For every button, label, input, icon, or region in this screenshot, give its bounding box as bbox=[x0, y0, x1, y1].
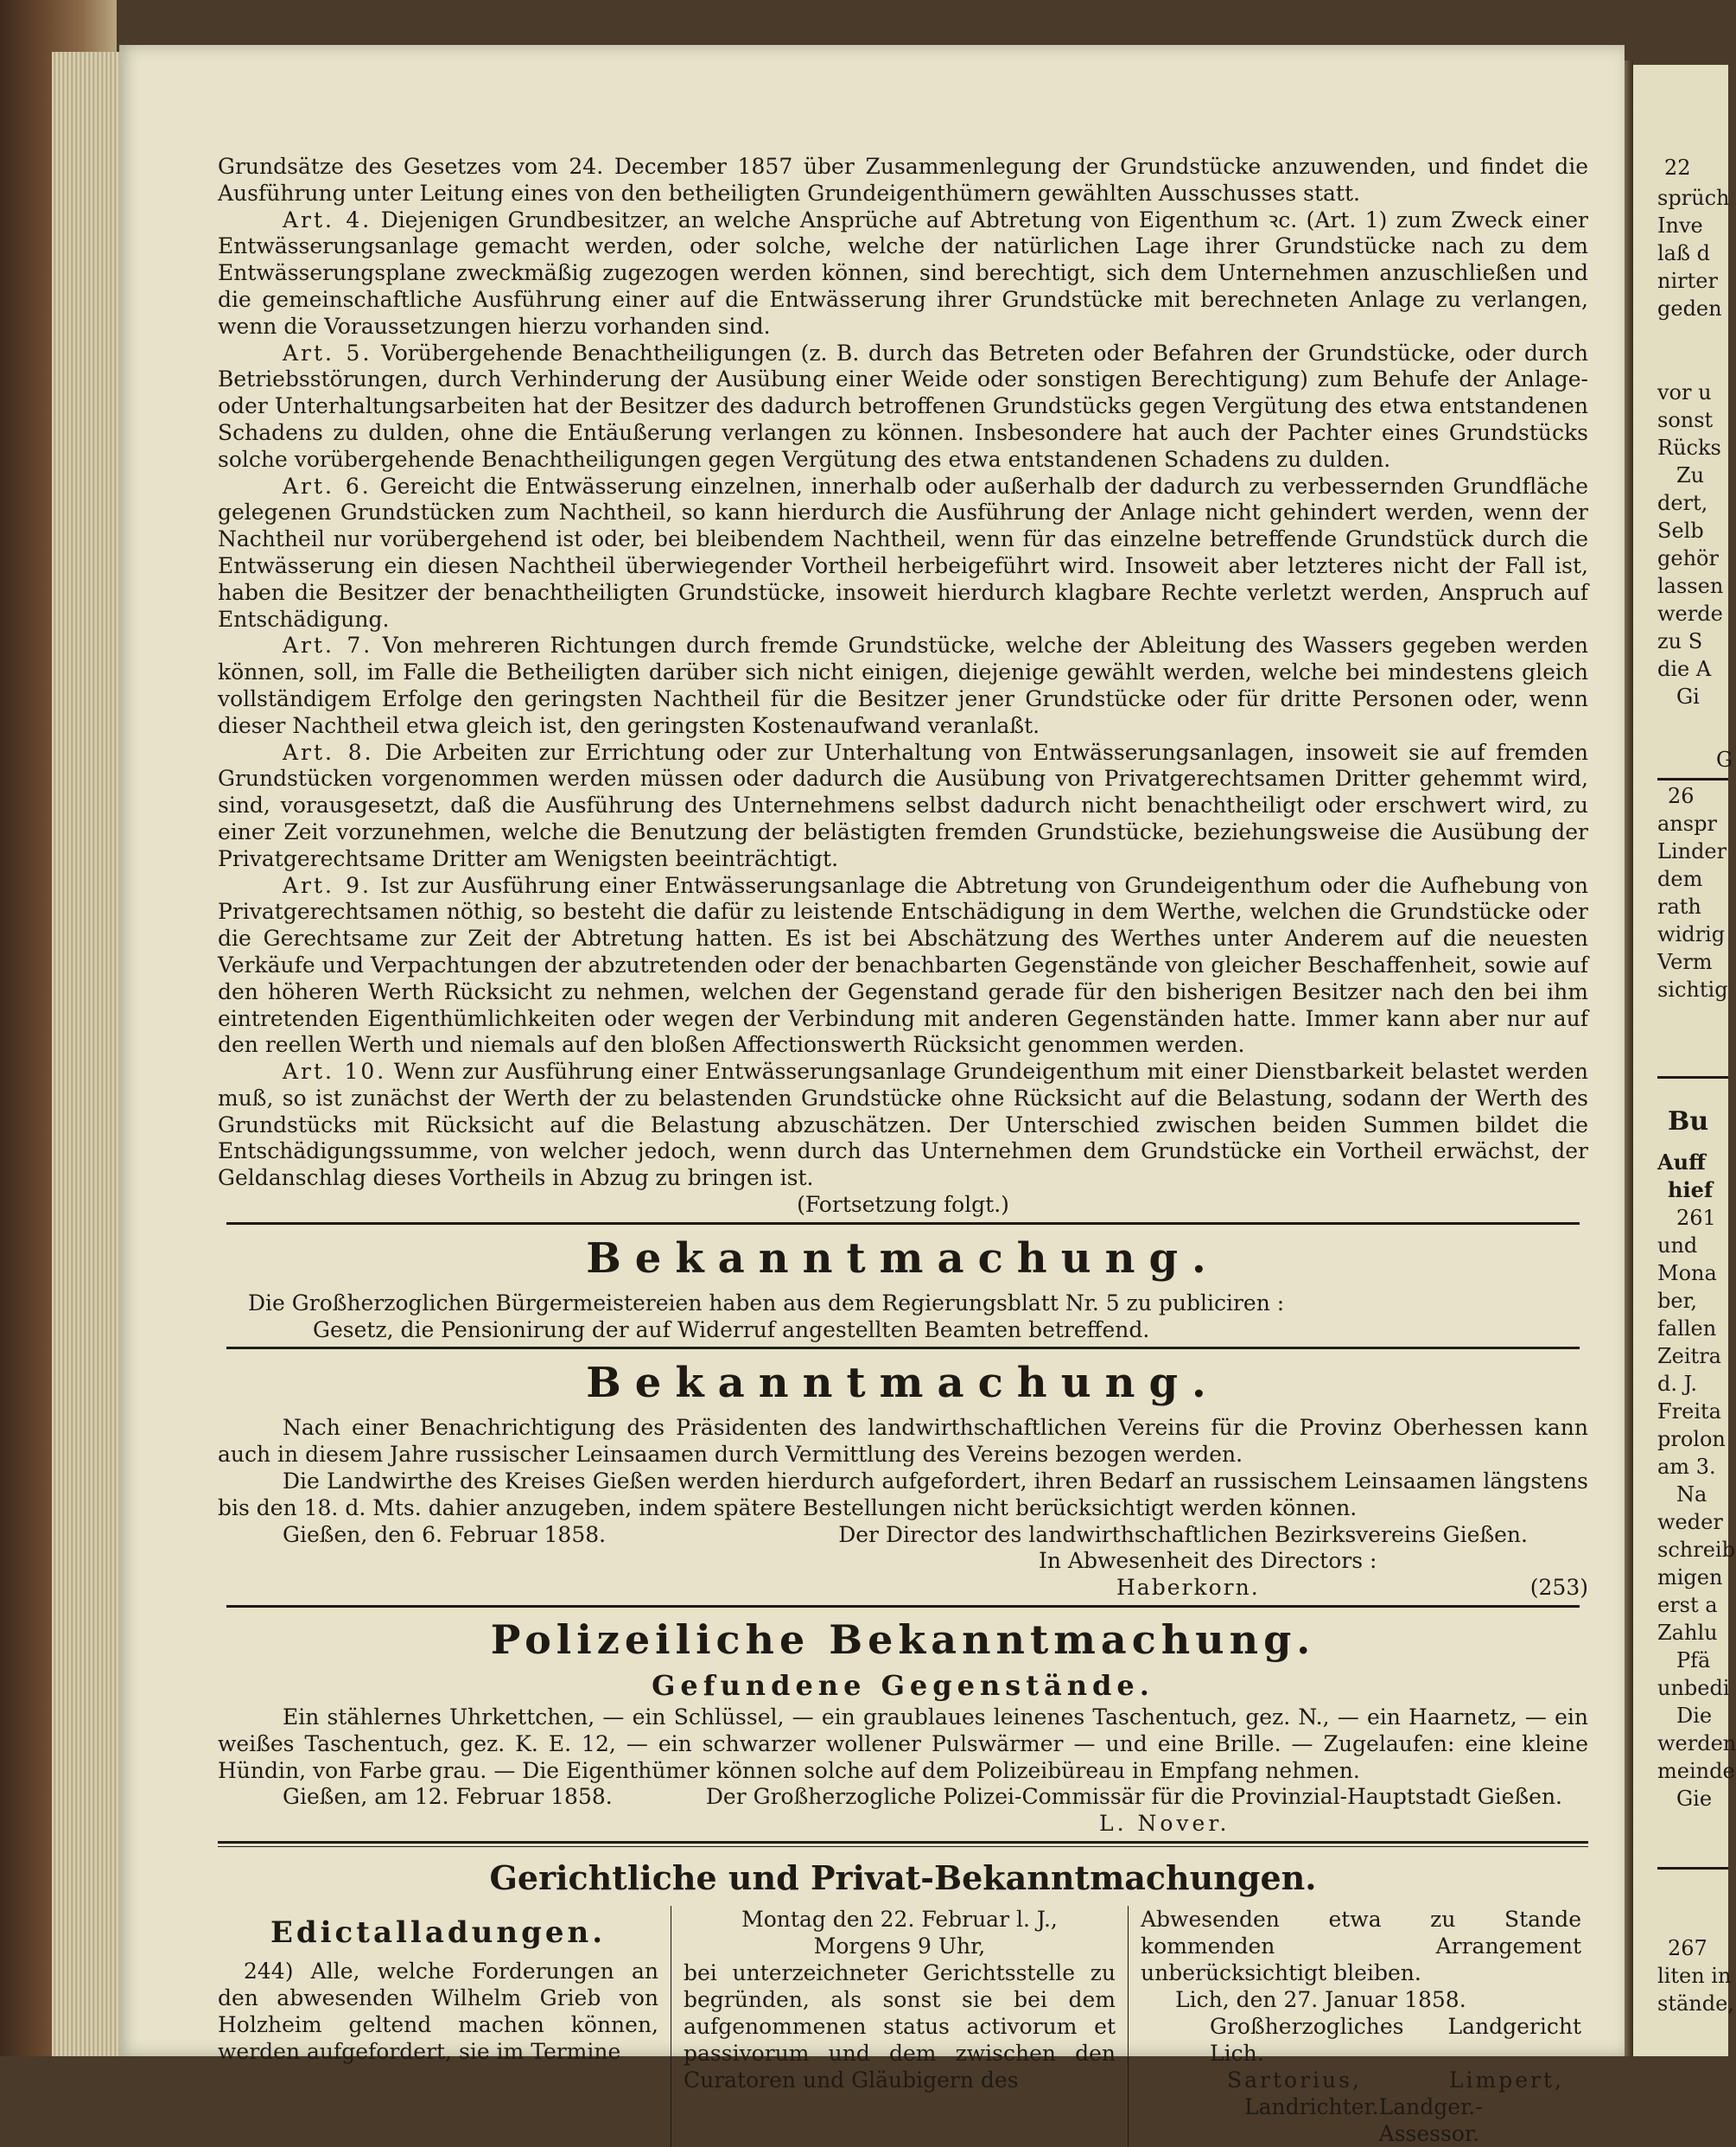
next-page-line: 267 bbox=[1668, 1936, 1707, 1960]
next-page-line: lassen bbox=[1657, 574, 1724, 598]
notice-paragraph: Nach einer Benachrichtigung des Präsidenten des landwirthschaftlichen Vereins für die Provinz Oberhessen kann auch in diesem Jahre russischer Leinsaamen durch Vermittlung des Vereins bezogen werden. bbox=[218, 1415, 1588, 1468]
next-page-line: Die bbox=[1676, 1704, 1713, 1728]
court-column-2 bbox=[671, 1906, 1129, 2147]
column-text: bei unterzeichneter Gerichtsstelle zu begründen, als sonst sie bei dem aufgenommenen status activorum et passivorum und dem zwischen den Curatoren und Gläubigern des bbox=[684, 1960, 1116, 2093]
court-name: Großherzogliches Landgericht Lich. bbox=[1210, 2014, 1581, 2067]
next-page-line: weder bbox=[1657, 1510, 1723, 1534]
notice-signer-row bbox=[218, 1575, 1588, 1602]
section-double-rule bbox=[218, 1841, 1588, 1847]
article-text: Gereicht die Entwässerung einzelnen, innerhalb oder außerhalb der dadurch zu verbessernden Grundfläche gelegenen Grundstücken zum Nachtheil, so kann hierdurch die Ausführung der Anlage nicht gehindert werden, wenn der Nachtheil nur vorübergehend ist oder, bei bleibendem Nachtheil, wenn für das einzelne betreffende Grundstück durch die Entwässerung ein diesen Nachtheil überwiegender Vortheil herbeigeführt wird. Insoweit aber letzteres nicht der Fall ist, haben die Besitzer der benachtheiligten Grundstücke, insoweit hierdurch klagbare Rechte verletzt werden, Anspruch auf Entschädigung. bbox=[218, 473, 1588, 632]
police-signature-row bbox=[218, 1784, 1588, 1811]
column-text: 244) Alle, welche Forderungen an den abwesenden Wilhelm Grieb von Holzheim geltend machen können, werden aufgefordert, sie im Termine bbox=[218, 1959, 658, 2065]
next-page-line: liten in bbox=[1657, 1964, 1732, 1988]
next-page-line: Na bbox=[1676, 1482, 1707, 1507]
next-page-line: migen bbox=[1657, 1565, 1723, 1590]
next-page-line: Linder bbox=[1657, 839, 1727, 863]
next-page-line: 22 bbox=[1664, 156, 1691, 180]
judges-role-row bbox=[1141, 2093, 1581, 2147]
judge-name: Sartorius, bbox=[1227, 2067, 1362, 2093]
article-text: Die Arbeiten zur Errichtung oder zur Unterhaltung von Entwässerungsanlagen, insoweit sie auf fremden Grundstücken vorgenommen werden müssen oder dadurch die Ausübung von Privatgerechtsamen Dritter gehemmt wird, sind, vorausgesetzt, daß die Ausführung des Unternehmens selbst dadurch nicht benachtheiligt oder erschwert wird, zu einer Zeit vorzunehmen, welche die Benutzung der belästigten fremden Grundstücke, beziehungsweise die Ausübung der Privatgerechtsame Dritter am Wenigsten beeinträchtigt. bbox=[218, 739, 1589, 871]
next-page-line: zu S bbox=[1657, 629, 1703, 653]
article-label: Art. 4. bbox=[283, 207, 372, 233]
article-text: Wenn zur Ausführung einer Entwässerungsanlage Grundeigenthum mit einer Dienstbarkeit belastet werden muß, so ist zunächst der Werth der zu belastenden Grundstücke ohne Rücksicht auf die Belastung, sodann der Werth des Grundstücks mit Rücksicht auf die Belastung abzuschätzen. Der Unterschied zwischen beiden Summen bildet die Entschädigungssumme, von welcher jedoch, wenn durch das Unternehmen dem Grundstücke ein Vortheil erwächst, der Geldanschlag dieses Vortheils in Abzug zu bringen ist. bbox=[218, 1059, 1589, 1191]
next-page-line: hief bbox=[1668, 1177, 1714, 1202]
article-9 bbox=[218, 873, 1588, 1060]
police-notice bbox=[218, 1613, 1588, 1838]
next-page-line: G bbox=[1716, 748, 1733, 772]
next-page-line: Bu bbox=[1668, 1106, 1709, 1137]
next-page-line: gehör bbox=[1657, 546, 1719, 570]
notice-regierungsblatt bbox=[218, 1230, 1588, 1344]
signer-name: L. Nover. bbox=[1099, 1811, 1230, 1837]
article-6 bbox=[218, 474, 1588, 634]
next-page-line: Zu bbox=[1676, 463, 1705, 487]
notice-signature-row bbox=[218, 1522, 1588, 1549]
article-label: Art. 8. bbox=[283, 739, 374, 765]
notice-number: (253) bbox=[1529, 1575, 1588, 1601]
hearing-time: Morgens 9 Uhr, bbox=[813, 1934, 986, 1959]
section-rule bbox=[226, 1605, 1580, 1608]
judge-role: Landger.-Assessor. bbox=[1378, 2094, 1483, 2147]
next-page-line: nirter bbox=[1657, 269, 1718, 293]
notice-line: Die Großherzoglichen Bürgermeistereien haben aus dem Regierungsblatt Nr. 5 zu publiciren : bbox=[248, 1290, 1285, 1316]
paragraph: Grundsätze des Gesetzes vom 24. December 1857 über Zusammenlegung der Grundstücke anzuwenden, und findet die Ausführung unter Leitung eines von den betheiligten Grundeigenthümern gewählten Ausschusses statt. bbox=[218, 154, 1588, 206]
article-label: Art. 10. bbox=[283, 1059, 387, 1085]
place-date: Gießen, am 12. Februar 1858. bbox=[283, 1784, 613, 1810]
section-rule bbox=[226, 1222, 1580, 1225]
article-5 bbox=[218, 341, 1588, 474]
book-gutter bbox=[1625, 61, 1633, 2056]
next-page-line: laß d bbox=[1657, 241, 1711, 265]
notice-line: Gesetz, die Pensionirung der auf Widerruf angestellten Beamten betreffend. bbox=[313, 1316, 1150, 1342]
signer-name: Haberkorn. bbox=[1116, 1575, 1260, 1601]
next-page-rule bbox=[1657, 1867, 1728, 1870]
next-page-line: vor u bbox=[1657, 380, 1712, 405]
next-page-line: sprüch bbox=[1657, 186, 1730, 210]
article-text: Von mehreren Richtungen durch fremde Grundstücke, welche der Ableitung des Wassers gegeben werden können, soll, im Falle die Betheiligten darüber sich nicht einigen, diejenige gewählt werden, welche bei mindestens gleich vollständigem Erfolge den geringsten Nachtheil für die Besitzer jener Grundstücke oder für dritte Personen oder, wenn dieser Nachtheil etwa gleich ist, den geringsten Kostenaufwand veranlaßt. bbox=[218, 633, 1588, 738]
judges-row bbox=[1141, 2067, 1581, 2093]
notice-paragraph: Die Landwirthe des Kreises Gießen werden hierdurch aufgefordert, ihren Bedarf an russischem Leinsaamen längstens bis den 18. d. Mts. dahier anzugeben, indem spätere Bestellungen nicht berücksichtigt werden können. bbox=[218, 1468, 1588, 1520]
article-10 bbox=[218, 1059, 1588, 1192]
court-notices bbox=[218, 1854, 1588, 2147]
signer-title: Der Großherzogliche Polizei-Commissär für die Provinzial-Hauptstadt Gießen. bbox=[705, 1784, 1562, 1810]
next-page-line: meinde bbox=[1657, 1759, 1735, 1783]
next-page-line: Freita bbox=[1657, 1399, 1721, 1424]
article-7 bbox=[218, 633, 1588, 739]
next-page-line: sichtig bbox=[1657, 978, 1728, 1002]
court-columns bbox=[218, 1906, 1588, 2147]
next-page-line: 261 bbox=[1676, 1206, 1716, 1230]
next-page-line: sonst bbox=[1657, 408, 1714, 432]
court-date: Lich, den 27. Januar 1858. bbox=[1175, 1987, 1466, 2013]
next-page-line: unbedi bbox=[1657, 1676, 1730, 1700]
next-page-line: stände, bbox=[1657, 1991, 1734, 2016]
continued-note: (Fortsetzung folgt.) bbox=[797, 1192, 1009, 1218]
next-page-line: Pfä bbox=[1676, 1648, 1711, 1672]
police-heading: Polizeiliche Bekanntmachung. bbox=[490, 1616, 1316, 1664]
notice-heading: Bekanntmachung. bbox=[586, 1359, 1220, 1408]
court-column-1 bbox=[218, 1906, 671, 2147]
signer-title: Der Director des landwirthschaftlichen Bezirksvereins Gießen. bbox=[838, 1521, 1528, 1547]
absence-note: In Abwesenheit des Directors : bbox=[1039, 1548, 1377, 1574]
next-page-line: prolon bbox=[1657, 1427, 1726, 1451]
next-page-line: schreib bbox=[1657, 1538, 1735, 1562]
next-page-line: ber, bbox=[1657, 1289, 1698, 1313]
article-label: Art. 7. bbox=[283, 633, 373, 659]
next-page-line: erst a bbox=[1657, 1593, 1718, 1617]
notice-leinsaamen bbox=[218, 1354, 1588, 1602]
next-page-line: werden bbox=[1657, 1731, 1736, 1755]
court-column-3 bbox=[1129, 1906, 1581, 2147]
page-content bbox=[218, 154, 1588, 2147]
article-8 bbox=[218, 740, 1588, 873]
law-continuation bbox=[218, 154, 1588, 1219]
police-paragraph: Ein stählernes Uhrkettchen, — ein Schlüssel, — ein graublaues leinenes Taschentuch, gez. N., — ein Haarnetz, — ein weißes Taschentuch, gez. K. E. 12, — ein schwarzer wollener Pulswärmer — und eine Brille. — Zugelaufen: eine kleine Hündin, von Farbe grau. — Die Eigenthümer können solche auf dem Polizeibüreau in Empfang nehmen. bbox=[218, 1704, 1588, 1783]
next-page-line: am 3. bbox=[1657, 1455, 1716, 1479]
next-page-line: Verm bbox=[1657, 950, 1713, 974]
article-label: Art. 9. bbox=[283, 872, 372, 898]
article-4 bbox=[218, 207, 1588, 341]
next-page-line: Inve bbox=[1657, 213, 1703, 238]
next-page-line: geden bbox=[1657, 296, 1722, 321]
hearing-date: Montag den 22. Februar l. J., bbox=[741, 1907, 1058, 1933]
article-text: Diejenigen Grundbesitzer, an welche Ansprüche auf Abtretung von Eigenthum ꝛc. (Art. 1) zum Zweck einer Entwässerungsanlage gemacht werden, oder solche, welche der natürlichen Lage ihrer Grundstücke nach zu dem Entwässerungsplane zweckmäßig zugezogen werden können, sind berechtigt, sich dem Unternehmen anzuschließen und die gemeinschaftliche Ausführung einer auf die Entwässerung ihrer Grundstücke mit berechneten Anlage zu verlangen, wenn die Voraussetzungen hierzu vorhanden sind. bbox=[218, 207, 1588, 339]
next-page-line: werde bbox=[1657, 602, 1723, 626]
page-edges bbox=[52, 52, 121, 2056]
place-date: Gießen, den 6. Februar 1858. bbox=[283, 1521, 607, 1547]
next-page-line: Rücks bbox=[1657, 436, 1721, 460]
police-subheading: Gefundene Gegenstände. bbox=[652, 1669, 1154, 1703]
next-page-line: dert, bbox=[1657, 491, 1708, 515]
next-page-rule bbox=[1657, 1076, 1728, 1079]
court-heading: Gerichtliche und Privat-Bekanntmachungen. bbox=[489, 1858, 1317, 1898]
next-page-line: 26 bbox=[1668, 784, 1695, 808]
next-page-line: Auff bbox=[1657, 1150, 1706, 1175]
next-page-line: Mona bbox=[1657, 1261, 1717, 1285]
next-page-line: d. J. bbox=[1657, 1372, 1698, 1396]
article-label: Art. 5. bbox=[283, 340, 372, 366]
next-page-line: die A bbox=[1657, 657, 1712, 681]
next-page-line: Zeitra bbox=[1657, 1344, 1721, 1368]
next-page-line: und bbox=[1657, 1233, 1698, 1258]
column-text: Abwesenden etwa zu Stande kommenden Arrangement unberücksichtigt bleiben. bbox=[1141, 1907, 1581, 1986]
notice-heading: Bekanntmachung. bbox=[586, 1233, 1220, 1283]
next-page-line: Selb bbox=[1657, 519, 1704, 543]
judge-name: Limpert, bbox=[1448, 2067, 1564, 2093]
next-page-rule bbox=[1657, 778, 1728, 780]
section-rule bbox=[226, 1347, 1580, 1349]
next-page-line: dem bbox=[1657, 867, 1703, 891]
next-page-line: Gie bbox=[1676, 1787, 1713, 1811]
next-page-line: rath bbox=[1657, 895, 1701, 919]
next-page-line: widrig bbox=[1657, 922, 1726, 946]
judge-role: Landrichter. bbox=[1244, 2094, 1379, 2120]
next-page-line: fallen bbox=[1657, 1316, 1717, 1341]
next-page-strip bbox=[1633, 65, 1736, 2056]
next-page-line: anspr bbox=[1657, 812, 1717, 836]
article-label: Art. 6. bbox=[283, 473, 372, 499]
next-page-line: Gi bbox=[1676, 685, 1700, 709]
article-text: Ist zur Ausführung einer Entwässerungsanlage die Abtretung von Grundeigenthum oder die Aufhebung von Privatgerechtsamen nöthig, so besteht die dafür zu leistende Entschädigung in dem Werthe, welchen die Grundstücke oder die Gerechtsame zur Zeit der Abtretung hatten. Es ist bei Abschätzung des Werthes unter Anderem auf die neuesten Verkäufe und Verpachtungen der abzutretenden oder der benachbarten Gegenstände von gleicher Beschaffenheit, sowie auf den höheren Werth Rücksicht zu nehmen, welchen der Gegenstand gerade für den bisherigen Besitzer nach den bei ihm eintretenden Eigenthümlichkeiten oder wegen der Verbindung mit anderen Gegenständen hatte. Immer kann aber nur auf den reellen Werth und niemals auf den bloßen Affectionswerth Rücksicht genommen werden. bbox=[218, 872, 1588, 1058]
next-page-line: Zahlu bbox=[1657, 1621, 1718, 1645]
article-text: Vorübergehende Benachtheiligungen (z. B. durch das Betreten oder Befahren der Grundstücke, oder durch Betriebsstörungen, durch Verhinderung der Ausübung einer Weide oder sonstigen Berechtigung) zum Behufe der Anlage- oder Unterhaltungsarbeiten hat der Besitzer des dadurch betroffenen Grundstücks gegen Vergütung des etwa entstandenen Schadens zu dulden, ohne die Entäußerung verlangen zu können. Insbesondere hat auch der Pachter eines Grundstücks solche vorübergehende Benachtheiligungen gegen Vergütung des etwa entstandenen Schadens zu dulden. bbox=[218, 340, 1588, 472]
column-heading: Edictalladungen. bbox=[270, 1915, 607, 1951]
